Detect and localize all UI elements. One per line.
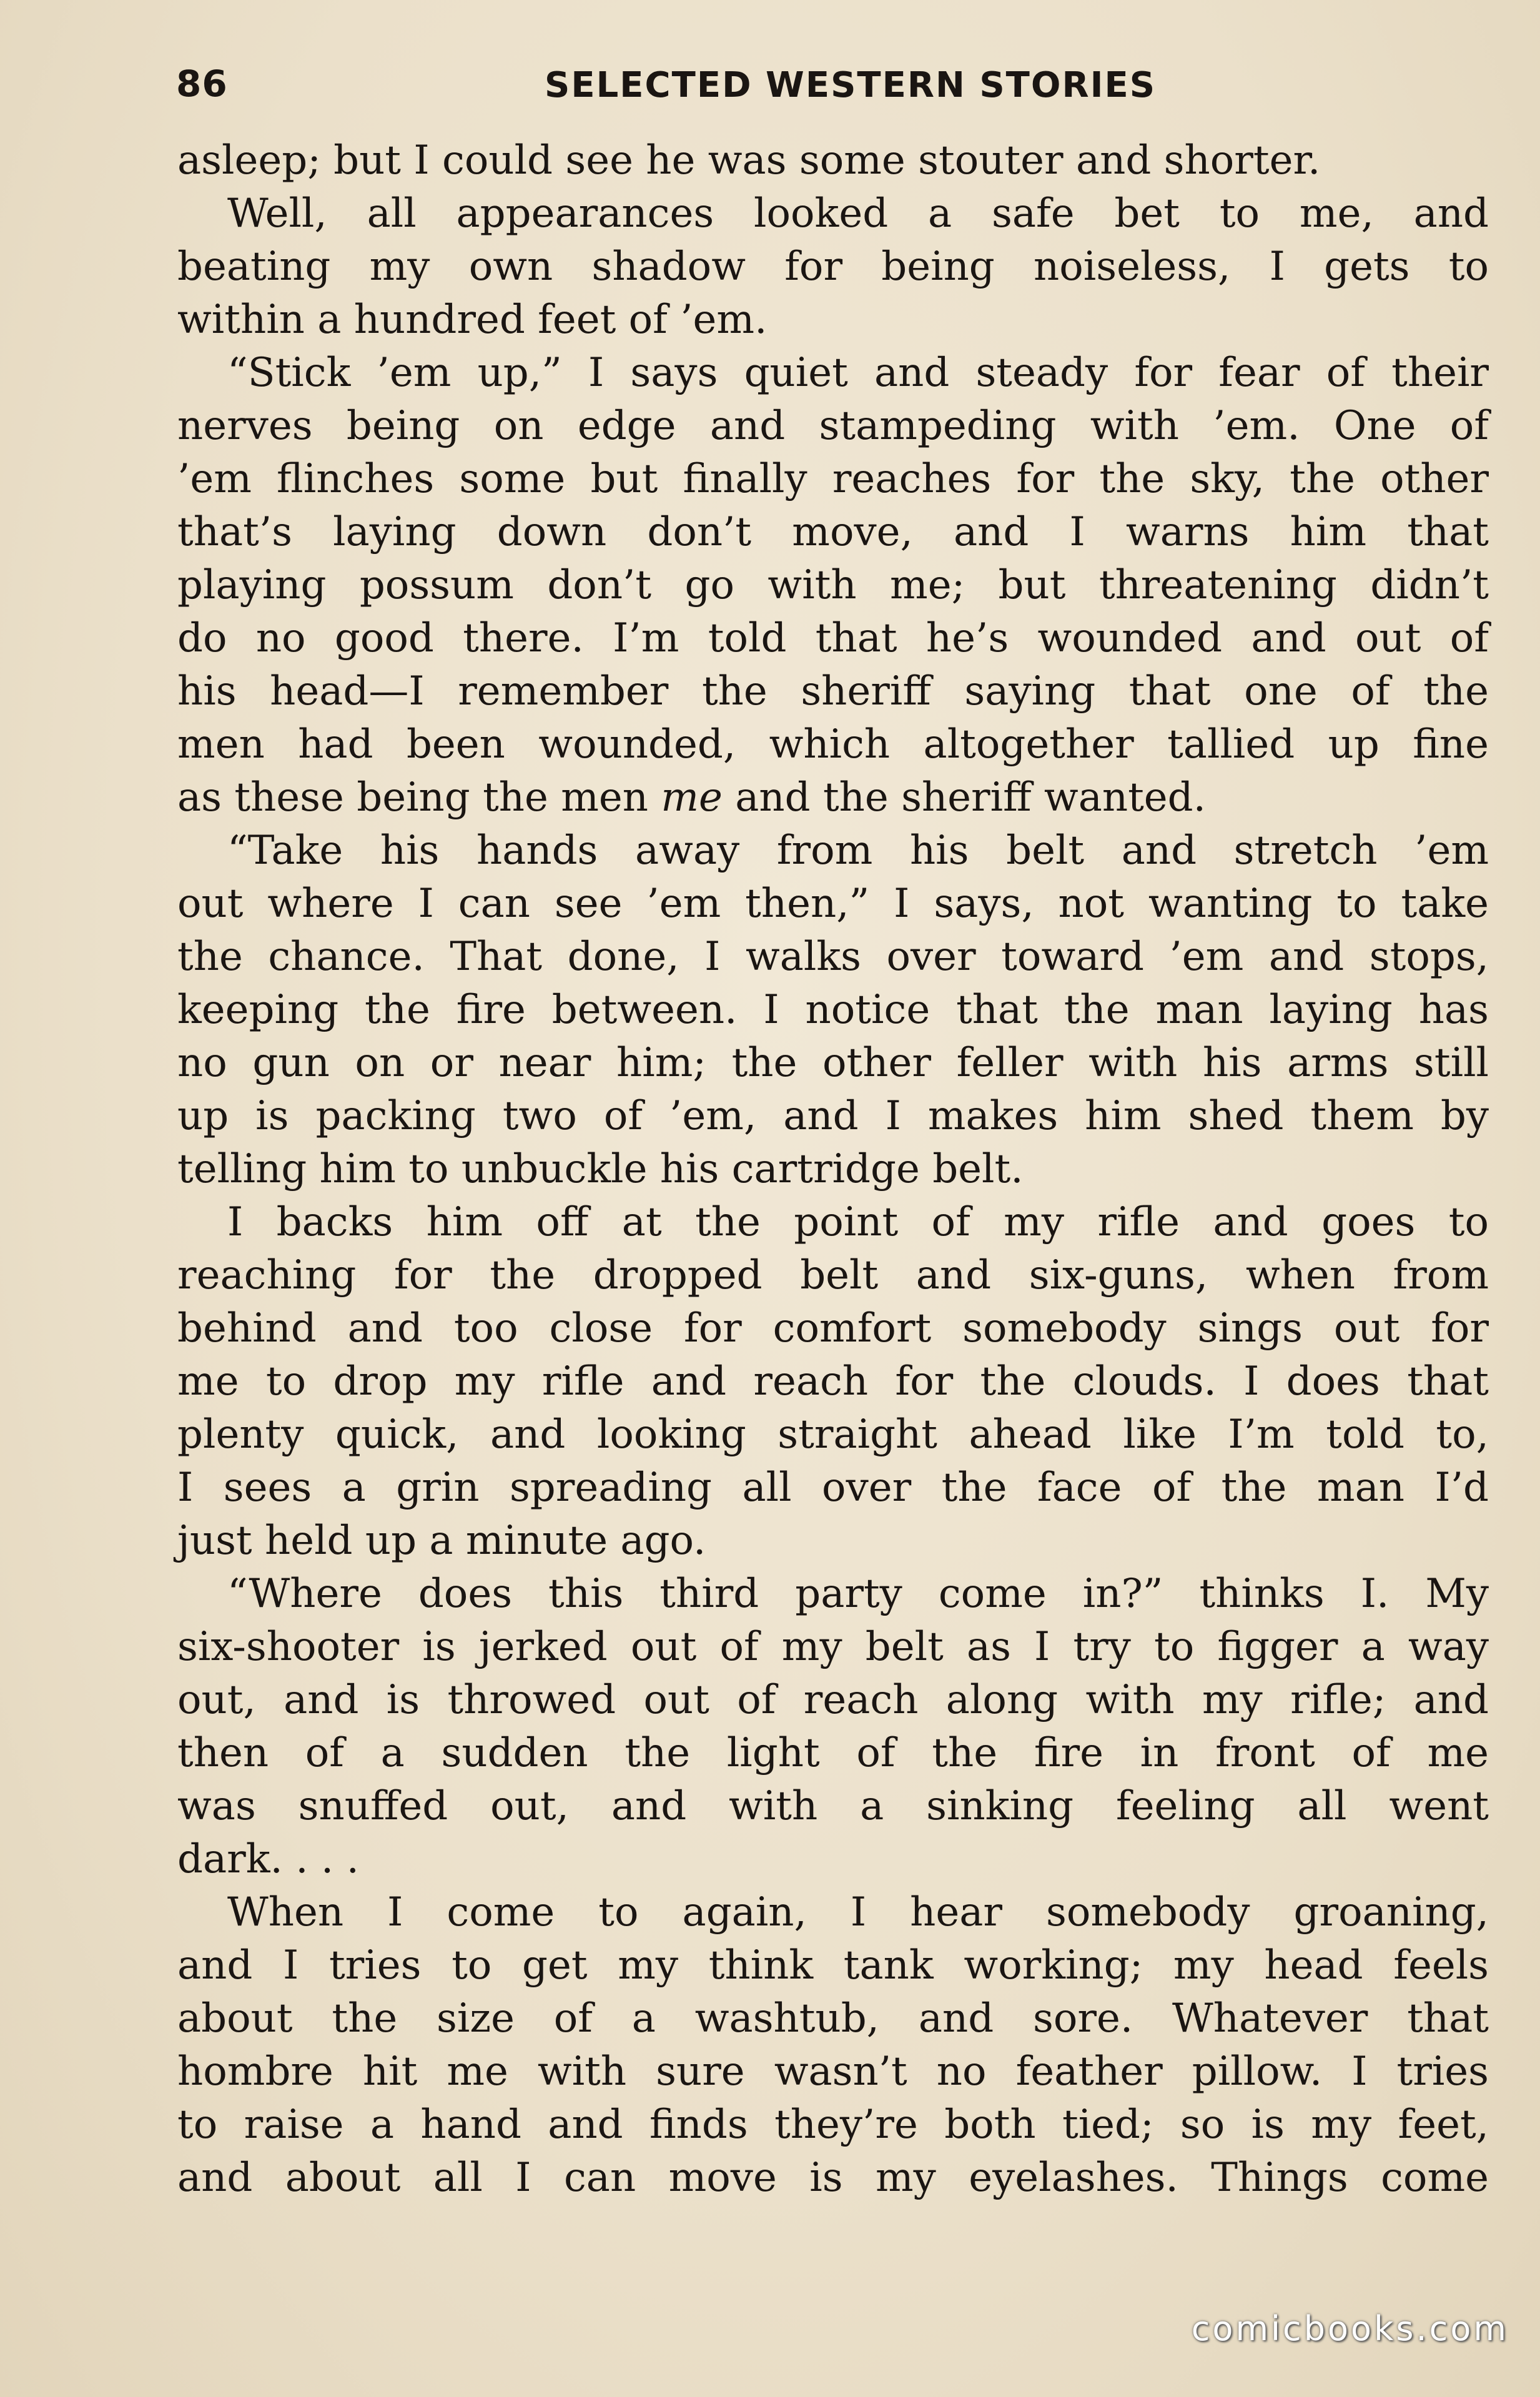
text-line: was snuffed out, and with a sinking feeling all went bbox=[177, 1783, 1489, 1829]
text-line: and about all I can move is my eyelashes. Things come bbox=[177, 2155, 1489, 2201]
text-line: out where I can see ’em then,” I says, not wanting to take bbox=[177, 881, 1489, 927]
text-line: nerves being on edge and stampeding with ’em. One of bbox=[177, 403, 1489, 449]
text-line: reaching for the dropped belt and six-guns, when from bbox=[177, 1252, 1489, 1298]
text-line: just held up a minute ago. bbox=[177, 1518, 706, 1564]
watermark: comicbooks.com bbox=[1191, 2309, 1509, 2348]
text-line: to raise a hand and finds they’re both tied; so is my feet, bbox=[177, 2102, 1489, 2148]
text-line: asleep; but I could see he was some stouter and shorter. bbox=[177, 137, 1321, 184]
text-line: behind and too close for comfort somebody sings out for bbox=[177, 1305, 1489, 1352]
text-line: and I tries to get my think tank working; my head feels bbox=[177, 1942, 1489, 1989]
text-line: telling him to unbuckle his cartridge belt. bbox=[177, 1146, 1024, 1192]
text-line: playing possum don’t go with me; but threatening didn’t bbox=[177, 562, 1489, 608]
text-line: beating my own shadow for being noiseless, I gets to bbox=[177, 244, 1489, 290]
text-segment: and the sheriff wanted. bbox=[735, 774, 1206, 821]
text-line: hombre hit me with sure wasn’t no feather pillow. I tries bbox=[177, 2049, 1489, 2095]
text-line: men had been wounded, which altogether tallied up fine bbox=[177, 721, 1489, 768]
text-line: dark. . . . bbox=[177, 1836, 359, 1882]
text-line: that’s laying down don’t move, and I warns him that bbox=[177, 509, 1489, 555]
text-line: about the size of a washtub, and sore. Whatever that bbox=[177, 1995, 1489, 2042]
text-line: his head—I remember the sheriff saying that one of the bbox=[177, 668, 1489, 714]
running-head: SELECTED WESTERN STORIES bbox=[545, 65, 1157, 106]
text-line: I backs him off at the point of my rifle and goes to bbox=[227, 1199, 1489, 1245]
text-line: do no good there. I’m told that he’s wounded and out of bbox=[177, 615, 1489, 661]
text-line: “Where does this third party come in?” thinks I. My bbox=[227, 1571, 1489, 1617]
text-line: keeping the fire between. I notice that the man laying has bbox=[177, 987, 1489, 1033]
body-text bbox=[177, 134, 1489, 2205]
text-line bbox=[177, 771, 1489, 824]
text-line: the chance. That done, I walks over toward ’em and stops, bbox=[177, 934, 1489, 980]
text-line: When I come to again, I hear somebody groaning, bbox=[227, 1889, 1489, 1935]
page-number: 86 bbox=[176, 62, 228, 105]
text-line: “Take his hands away from his belt and stretch ’em bbox=[227, 828, 1489, 874]
text-line: “Stick ’em up,” I says quiet and steady for fear of their bbox=[227, 350, 1489, 396]
text-line: plenty quick, and looking straight ahead like I’m told to, bbox=[177, 1411, 1489, 1458]
page-header bbox=[176, 62, 1478, 112]
text-line: ’em flinches some but finally reaches for the sky, the other bbox=[177, 456, 1489, 502]
text-line: I sees a grin spreading all over the face of the man I’d bbox=[177, 1465, 1489, 1511]
text-line: me to drop my rifle and reach for the clouds. I does that bbox=[177, 1358, 1489, 1405]
text-line: Well, all appearances looked a safe bet to me, and bbox=[227, 190, 1489, 237]
text-line: six-shooter is jerked out of my belt as I try to figger a way bbox=[177, 1624, 1489, 1670]
text-line: out, and is throwed out of reach along with my rifle; and bbox=[177, 1677, 1489, 1723]
text-line: within a hundred feet of ’em. bbox=[177, 297, 768, 343]
text-line: up is packing two of ’em, and I makes him shed them by bbox=[177, 1093, 1489, 1139]
text-segment: as these being the men bbox=[177, 774, 648, 821]
text-line: no gun on or near him; the other feller with his arms still bbox=[177, 1040, 1489, 1086]
text-line: then of a sudden the light of the fire in front of me bbox=[177, 1730, 1489, 1776]
italic-word: me bbox=[661, 774, 723, 821]
